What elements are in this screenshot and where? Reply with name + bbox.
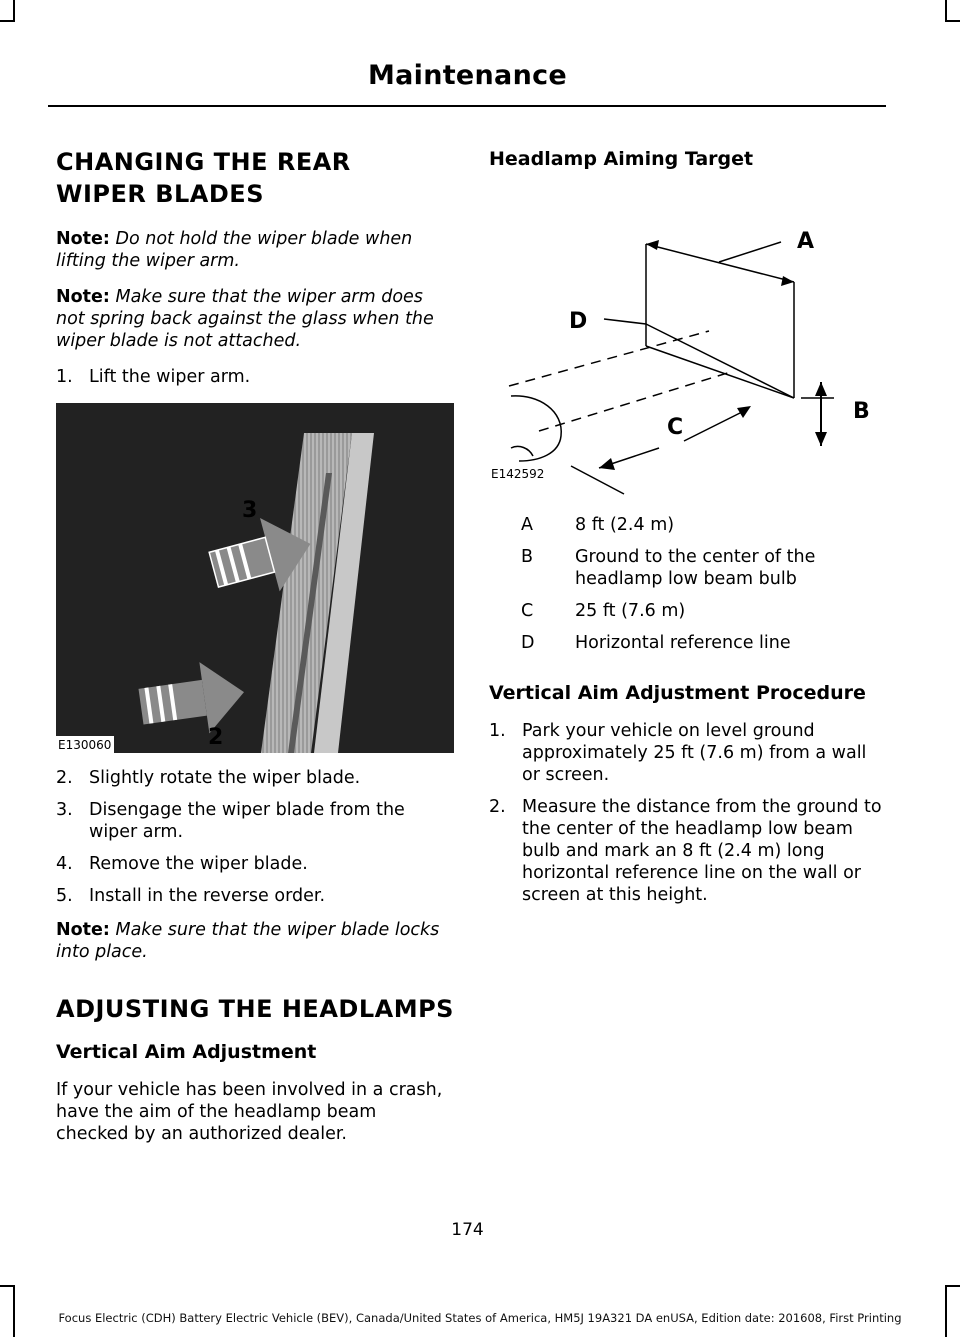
diagram-label-a: A bbox=[797, 229, 815, 254]
legend-key: B bbox=[521, 547, 534, 567]
procedure-step-1 bbox=[489, 720, 887, 786]
diagram-label-b: B bbox=[853, 399, 870, 424]
right-column bbox=[489, 146, 887, 906]
crop-mark-bottom-right-h bbox=[945, 1285, 960, 1287]
figure-label-3: 3 bbox=[242, 498, 258, 523]
note-text: Make sure that the wiper blade locks into place. bbox=[56, 920, 440, 962]
legend-key: D bbox=[521, 633, 535, 653]
note-text: Make sure that the wiper arm does not spring back against the glass when the wiper blade is not attached. bbox=[56, 287, 434, 351]
crop-mark-top-left-h bbox=[0, 20, 15, 22]
legend-row-d bbox=[489, 632, 887, 654]
step-text: Disengage the wiper blade from the wiper arm. bbox=[89, 800, 405, 842]
note-label: Note: bbox=[56, 229, 110, 249]
page-number: 174 bbox=[451, 1220, 484, 1240]
wiper-arm-figure bbox=[56, 403, 454, 753]
step-text: Slightly rotate the wiper blade. bbox=[89, 768, 361, 788]
legend-value: Ground to the center of the headlamp low beam bulb bbox=[575, 547, 816, 589]
procedure-title: Vertical Aim Adjustment Procedure bbox=[489, 682, 866, 704]
headlamp-aiming-figure bbox=[489, 186, 887, 496]
crop-mark-top-right-h bbox=[945, 20, 960, 22]
legend-key: C bbox=[521, 601, 534, 621]
note-3 bbox=[56, 919, 454, 963]
note-label: Note: bbox=[56, 287, 110, 307]
step-number: 1. bbox=[56, 367, 73, 387]
step-text: Lift the wiper arm. bbox=[89, 367, 251, 387]
step-1 bbox=[56, 366, 454, 388]
step-text: Install in the reverse order. bbox=[89, 886, 326, 906]
step-number: 2. bbox=[56, 768, 73, 788]
note-text: Do not hold the wiper blade when lifting the wiper arm. bbox=[56, 229, 413, 271]
step-text: Remove the wiper blade. bbox=[89, 854, 308, 874]
note-label: Note: bbox=[56, 920, 110, 940]
legend-row-a bbox=[489, 514, 887, 536]
note-2 bbox=[56, 286, 454, 352]
step-text: Park your vehicle on level ground approximately 25 ft (7.6 m) from a wall or screen. bbox=[522, 721, 867, 785]
note-1 bbox=[56, 228, 454, 272]
legend-value: Horizontal reference line bbox=[575, 633, 791, 653]
crop-mark-bottom-left-h bbox=[0, 1285, 15, 1287]
crop-mark-top-right-v bbox=[945, 0, 947, 22]
section-title-wiper: CHANGING THE REAR WIPER BLADES bbox=[56, 148, 351, 208]
legend-row-b bbox=[489, 546, 887, 590]
procedure-step-2 bbox=[489, 796, 887, 906]
arrow-2 bbox=[136, 657, 249, 743]
step-3 bbox=[56, 799, 454, 843]
body-paragraph: If your vehicle has been involved in a crash, have the aim of the headlamp beam checked by an authorized dealer. bbox=[56, 1080, 443, 1144]
legend-value: 8 ft (2.4 m) bbox=[575, 515, 675, 535]
step-text: Measure the distance from the ground to the center of the headlamp low beam bulb and mark an 8 ft (2.4 m) long horizontal reference line on the wall or screen at this height. bbox=[522, 797, 882, 905]
figure-code: E142592 bbox=[491, 467, 545, 481]
diagram-label-d: D bbox=[569, 309, 588, 334]
subsection-title: Vertical Aim Adjustment bbox=[56, 1041, 317, 1063]
left-column bbox=[56, 146, 454, 1145]
figure-title: Headlamp Aiming Target bbox=[489, 148, 754, 170]
figure-label-2: 2 bbox=[208, 725, 224, 750]
legend-row-c bbox=[489, 600, 887, 622]
page-footer: Focus Electric (CDH) Battery Electric Vehicle (BEV), Canada/United States of America, HM5J 19A321 DA enUSA, Edition date: 201608, First Printing bbox=[58, 1311, 902, 1325]
legend-value: 25 ft (7.6 m) bbox=[575, 601, 686, 621]
step-number: 5. bbox=[56, 886, 73, 906]
step-number: 1. bbox=[489, 721, 506, 741]
step-number: 3. bbox=[56, 800, 73, 820]
crop-mark-top-left-v bbox=[13, 0, 15, 22]
page-header-title: Maintenance bbox=[367, 60, 568, 91]
step-4 bbox=[56, 853, 454, 875]
diagram-label-c: C bbox=[667, 415, 684, 440]
step-5 bbox=[56, 885, 454, 907]
figure-code: E130060 bbox=[58, 738, 112, 752]
section-title-headlamps: ADJUSTING THE HEADLAMPS bbox=[56, 995, 454, 1023]
legend bbox=[489, 514, 887, 654]
step-2 bbox=[56, 767, 454, 789]
legend-key: A bbox=[521, 515, 533, 535]
step-number: 2. bbox=[489, 797, 506, 817]
header-divider bbox=[48, 105, 886, 107]
step-number: 4. bbox=[56, 854, 73, 874]
headlamp-aiming-diagram bbox=[489, 186, 887, 496]
wiper-arm-illustration bbox=[56, 403, 454, 753]
